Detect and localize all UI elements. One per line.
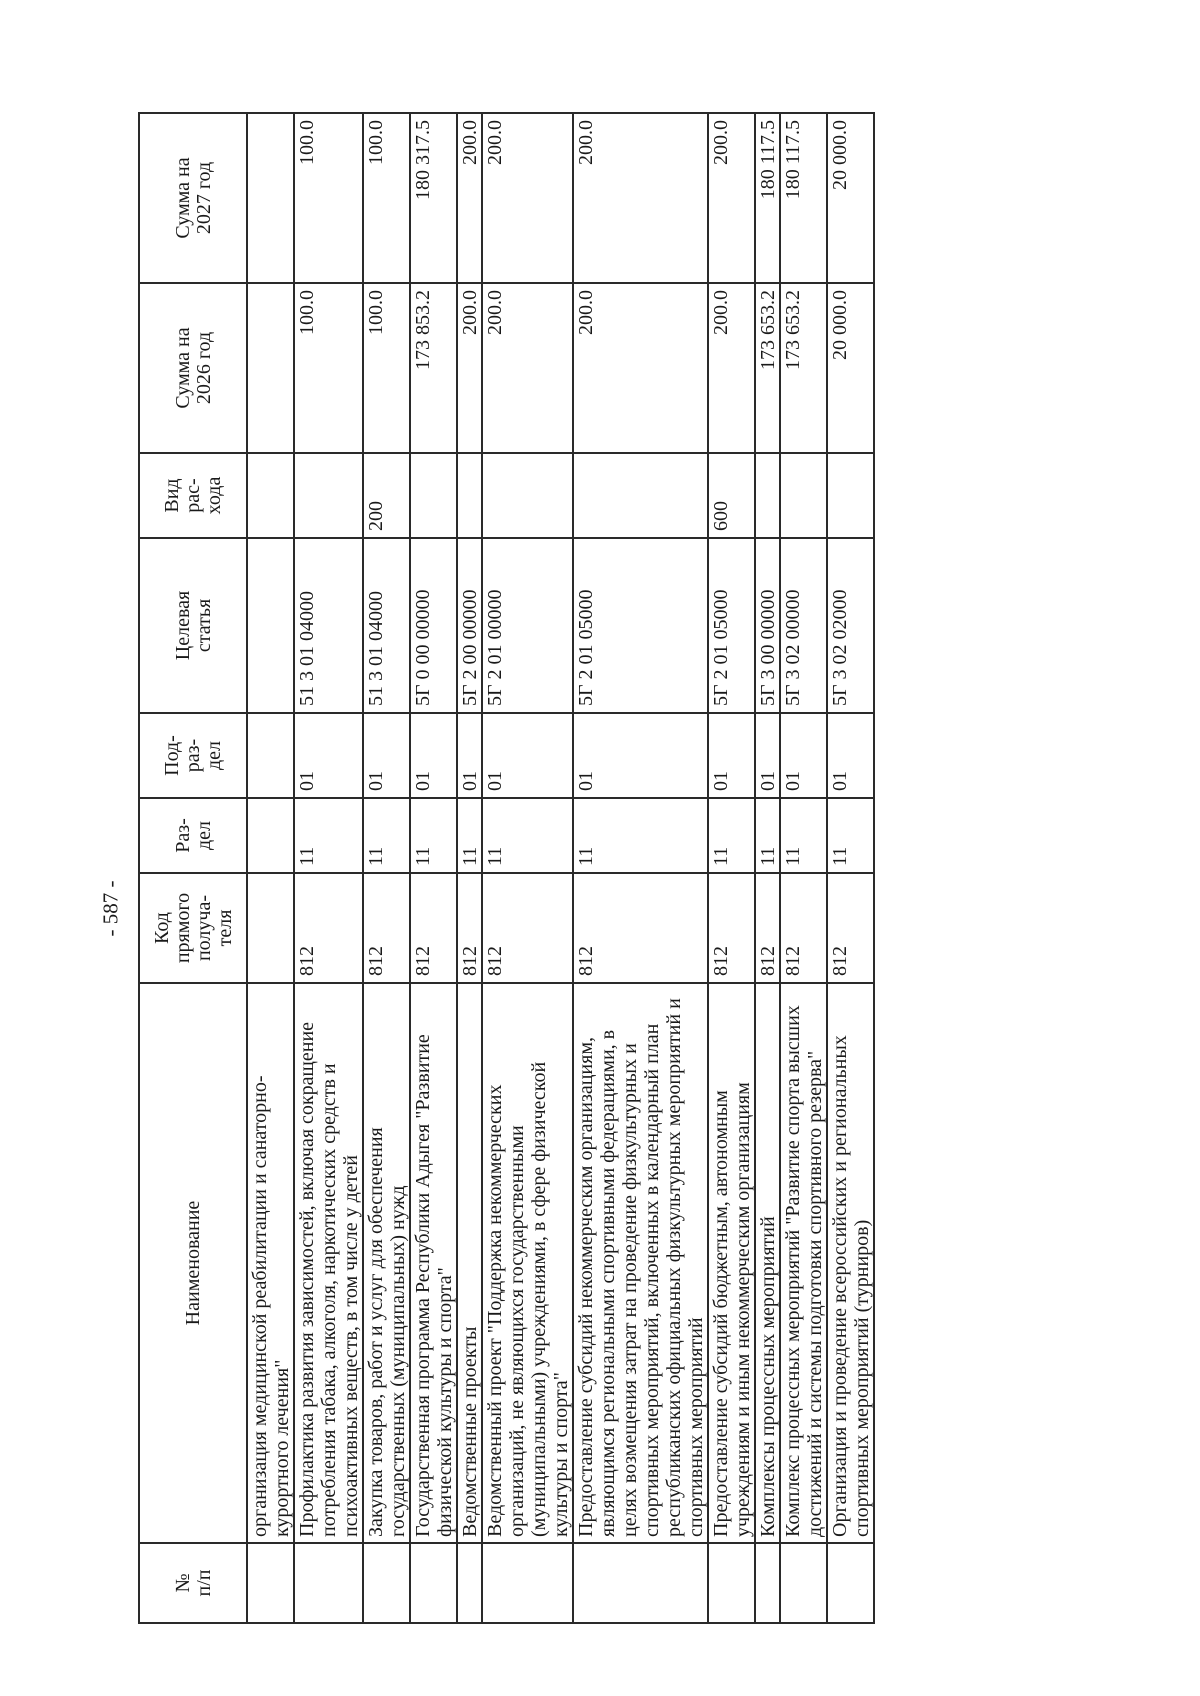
budget-table: [138, 112, 875, 1624]
cell-recipient-code: 812: [457, 873, 482, 983]
cell-name: Закупка товаров, работ и услуг для обеспечения государственных (муниципальных) нужд: [363, 983, 410, 1543]
cell-sum-2027: 100.0: [363, 113, 410, 283]
cell-no: [363, 1543, 410, 1623]
cell-name: Ведомственный проект "Поддержка некоммерческих организаций, не являющихся государственными (муниципальными) учреждениями, в сфере физической культуры и спорта": [482, 983, 573, 1543]
cell-no: [708, 1543, 755, 1623]
cell-sum-2026: 200.0: [708, 283, 755, 453]
cell-name: Комплекс процессных мероприятий "Развитие спорта высших достижений и системы подготовки спортивного резерва": [780, 983, 827, 1543]
cell-sum-2027: 100.0: [294, 113, 363, 283]
table-header-row: [139, 113, 247, 1623]
cell-sum-2026: 200.0: [573, 283, 708, 453]
header-no: № п/п: [139, 1543, 247, 1623]
cell-section: [247, 798, 294, 873]
cell-sum-2026: [247, 283, 294, 453]
cell-expense-type: [457, 453, 482, 538]
cell-name: Комплексы процессных мероприятий: [755, 983, 780, 1543]
cell-recipient-code: 812: [780, 873, 827, 983]
header-sum-2027: Сумма на 2027 год: [139, 113, 247, 283]
cell-recipient-code: 812: [294, 873, 363, 983]
table-row: [457, 113, 482, 1623]
cell-subsection: 01: [457, 713, 482, 798]
cell-no: [294, 1543, 363, 1623]
cell-name: Предоставление субсидий некоммерческим организациям, являющимся региональными спортивными федерациями, в целях возмещения затрат на проведение физкультурных и спортивных мероприятий, включенных в календарный план республиканских официальных физкультурных мероприятий и спортивных мероприятий: [573, 983, 708, 1543]
cell-expense-type: [573, 453, 708, 538]
cell-sum-2027: 200.0: [573, 113, 708, 283]
cell-subsection: 01: [780, 713, 827, 798]
cell-section: 11: [827, 798, 874, 873]
table-row: [573, 113, 708, 1623]
cell-sum-2027: 20 000.0: [827, 113, 874, 283]
cell-recipient-code: 812: [482, 873, 573, 983]
cell-sum-2026: 100.0: [294, 283, 363, 453]
header-recipient-code: Код прямого получа- теля: [139, 873, 247, 983]
cell-expense-type: [410, 453, 457, 538]
cell-name: Профилактика развития зависимостей, включая сокращение потребления табака, алкоголя, наркотических средств и психоактивных веществ, в том числе у детей: [294, 983, 363, 1543]
cell-no: [247, 1543, 294, 1623]
table-row: [294, 113, 363, 1623]
cell-target-article: 5Г 2 01 05000: [573, 538, 708, 713]
cell-no: [573, 1543, 708, 1623]
cell-no: [482, 1543, 573, 1623]
table-row: [247, 113, 294, 1623]
cell-section: 11: [294, 798, 363, 873]
cell-sum-2026: 20 000.0: [827, 283, 874, 453]
cell-no: [457, 1543, 482, 1623]
cell-subsection: 01: [363, 713, 410, 798]
cell-expense-type: [294, 453, 363, 538]
cell-sum-2026: 173 653.2: [780, 283, 827, 453]
cell-target-article: 5Г 3 00 00000: [755, 538, 780, 713]
cell-target-article: 5Г 2 01 05000: [708, 538, 755, 713]
cell-section: 11: [755, 798, 780, 873]
cell-section: 11: [410, 798, 457, 873]
table-row: [780, 113, 827, 1623]
cell-sum-2026: 173 653.2: [755, 283, 780, 453]
cell-sum-2027: 180 117.5: [755, 113, 780, 283]
table-row: [708, 113, 755, 1623]
cell-target-article: 5Г 2 00 00000: [457, 538, 482, 713]
cell-no: [780, 1543, 827, 1623]
cell-subsection: [247, 713, 294, 798]
cell-subsection: 01: [410, 713, 457, 798]
table-row: [827, 113, 874, 1623]
cell-section: 11: [780, 798, 827, 873]
rotated-page-content: [138, 114, 1200, 1624]
header-section: Раз- дел: [139, 798, 247, 873]
header-sum-2026: Сумма на 2026 год: [139, 283, 247, 453]
table-row: [363, 113, 410, 1623]
cell-sum-2026: 173 853.2: [410, 283, 457, 453]
cell-expense-type: [780, 453, 827, 538]
cell-name: Государственная программа Республики Адыгея "Развитие физической культуры и спорта": [410, 983, 457, 1543]
cell-sum-2027: [247, 113, 294, 283]
cell-expense-type: [827, 453, 874, 538]
cell-name: Ведомственные проекты: [457, 983, 482, 1543]
cell-target-article: 5Г 3 02 00000: [780, 538, 827, 713]
cell-sum-2026: 200.0: [482, 283, 573, 453]
cell-name: Организация и проведение всероссийских и региональных спортивных мероприятий (турниров): [827, 983, 874, 1543]
cell-name: организация медицинской реабилитации и санаторно-курортного лечения": [247, 983, 294, 1543]
cell-target-article: 51 3 01 04000: [363, 538, 410, 713]
cell-name: Предоставление субсидий бюджетным, автономным учреждениям и иным некоммерческим организациям: [708, 983, 755, 1543]
table-row: [755, 113, 780, 1623]
header-name: Наименование: [139, 983, 247, 1543]
cell-recipient-code: 812: [755, 873, 780, 983]
cell-target-article: 51 3 01 04000: [294, 538, 363, 713]
cell-recipient-code: 812: [573, 873, 708, 983]
cell-target-article: 5Г 0 00 00000: [410, 538, 457, 713]
cell-section: 11: [708, 798, 755, 873]
cell-recipient-code: [247, 873, 294, 983]
cell-recipient-code: 812: [827, 873, 874, 983]
cell-subsection: 01: [827, 713, 874, 798]
cell-sum-2027: 200.0: [482, 113, 573, 283]
cell-target-article: 5Г 3 02 02000: [827, 538, 874, 713]
cell-no: [755, 1543, 780, 1623]
cell-sum-2027: 180 317.5: [410, 113, 457, 283]
cell-subsection: 01: [482, 713, 573, 798]
cell-subsection: 01: [573, 713, 708, 798]
cell-target-article: [247, 538, 294, 713]
cell-subsection: 01: [755, 713, 780, 798]
cell-no: [827, 1543, 874, 1623]
header-expense-type: Вид рас- хода: [139, 453, 247, 538]
cell-recipient-code: 812: [363, 873, 410, 983]
table-body: [247, 113, 874, 1623]
cell-expense-type: [482, 453, 573, 538]
table-row: [410, 113, 457, 1623]
page-number: - 587 -: [98, 880, 123, 936]
cell-section: 11: [482, 798, 573, 873]
cell-expense-type: 200: [363, 453, 410, 538]
cell-sum-2026: 100.0: [363, 283, 410, 453]
cell-recipient-code: 812: [708, 873, 755, 983]
cell-subsection: 01: [294, 713, 363, 798]
cell-sum-2027: 200.0: [708, 113, 755, 283]
cell-section: 11: [457, 798, 482, 873]
cell-subsection: 01: [708, 713, 755, 798]
header-target-article: Целевая статья: [139, 538, 247, 713]
cell-expense-type: [247, 453, 294, 538]
cell-sum-2026: 200.0: [457, 283, 482, 453]
header-subsection: Под- раз- дел: [139, 713, 247, 798]
cell-sum-2027: 200.0: [457, 113, 482, 283]
cell-expense-type: 600: [708, 453, 755, 538]
cell-expense-type: [755, 453, 780, 538]
cell-target-article: 5Г 2 01 00000: [482, 538, 573, 713]
cell-sum-2027: 180 117.5: [780, 113, 827, 283]
cell-no: [410, 1543, 457, 1623]
cell-section: 11: [363, 798, 410, 873]
table-row: [482, 113, 573, 1623]
cell-recipient-code: 812: [410, 873, 457, 983]
cell-section: 11: [573, 798, 708, 873]
